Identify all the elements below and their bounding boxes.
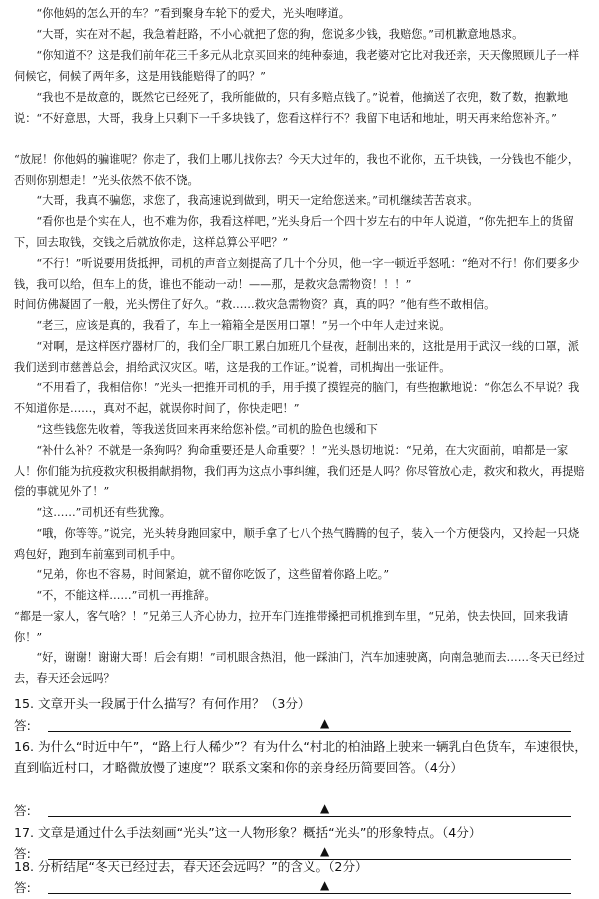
answer-underline — [48, 816, 571, 817]
passage-paragraph: “老三，应该是真的，我看了，车上一箱箱全是医用口罩！”另一个中年人走过来说。 — [36, 319, 451, 332]
passage-paragraph: “兄弟，你也不容易，时间紧迫，就不留你吃饭了，这些留着你路上吃。” — [36, 568, 390, 581]
passage-paragraph: “我也不是故意的，既然它已经死了，我所能做的，只有多赔点钱了。”说着，他摘送了衣兜，数了数，抱歉地说：“不好意思，大哥，我身上只剩下一千多块钱了，您看这样行不？我留下电话和地址，明天再来给您补齐。” — [14, 91, 569, 125]
question-16: 16. 为什么“时近中午”，“路上行人稀少”？有为什么“村北的柏油路上驶来一辆乳白色货车，车速很快，直到临近村口，才略微放慢了速度”？联系文案和你的亲身经历简要回答。（4分） — [14, 739, 587, 775]
question-17: 17. 文章是通过什么手法刻画“光头”这一人物形象？概括“光头”的形象特点。（4分） — [14, 825, 482, 840]
question-18: 18. 分析结尾“冬天已经过去，春天还会远吗？”的含义。（2分） — [14, 859, 368, 874]
passage-paragraph: “对啊，是这样医疗器材厂的，我们全厂职工累白加班几个昼夜，赶制出来的，这批是用于武汉一线的口罩，派我们送到市慈善总会，捐给武汉灾区。喏，这是我的工作证。”说着，司机掏出一张证件。 — [14, 340, 580, 374]
answer-line-16[interactable] — [14, 800, 589, 820]
passage-paragraph: “你他妈的怎么开的车？”看到聚身车轮下的爱犬，光头咆哮道。 — [36, 7, 350, 20]
answer-underline — [48, 893, 571, 894]
triangle-marker-icon: ▲ — [320, 801, 330, 815]
passage-paragraph: “放屁！你他妈的骗谁呢？你走了，我们上哪儿找你去？今天大过年的，我也不讹你，五千块钱，一分钱也不能少，否则你别想走！”光头依然不依不饶。 — [14, 153, 580, 187]
passage-paragraph: “哦，你等等。”说完，光头转身跑回家中，顺手拿了七八个热气腾腾的包子，装入一个方便袋内，又拎起一只烧鸡包好，跑到车前塞到司机手中。 — [14, 527, 580, 561]
question-15: 15. 文章开头一段属于什么描写？有何作用？（3分） — [14, 696, 311, 711]
passage-paragraph: “大哥，我真不骗您，求您了，我高速说到做到，明天一定给您送来。”司机继续苦苦哀求。 — [36, 194, 479, 207]
answer-underline — [48, 731, 571, 732]
passage-paragraph: “补什么补？不就是一条狗吗？狗命重要还是人命重要？！”光头恳切地说：“兄弟，在大灾面前，咱都是一家人！你们能为抗疫救灾积极捐献捐物，我们再为这点小事纠缠，我们还是人吗？你尽管放心走，救灾和救火，再提赔偿的事就见外了！” — [14, 444, 585, 499]
answer-line-18[interactable] — [14, 877, 589, 897]
passage-paragraph: “不，不能这样……”司机一再推辞。 — [36, 589, 216, 602]
passage-paragraph: “这……”司机还有些犹豫。 — [36, 506, 171, 519]
passage-paragraph: “不行！”听说要用货抵押，司机的声音立刻提高了几十个分贝，他一字一顿近乎怒吼：“绝对不行！你们要多少钱，我可以给，但车上的货，谁也不能动一动！——那，是救灾急需物资！！！” — [14, 257, 580, 291]
passage-paragraph: “好，谢谢！谢谢大哥！后会有期！”司机眼含热泪，他一踩油门，汽车加速驶离，向南急驰而去……冬天已经过去，春天还会远吗？ — [14, 651, 585, 685]
passage-paragraph: 时间仿佛凝固了一般，光头愣住了好久。“救……救灾急需物资？真，真的吗？”他有些不敢相信。 — [14, 298, 496, 311]
answer-label: 答: — [14, 803, 31, 818]
passage-paragraph: “不用看了，我相信你！”光头一把推开司机的手，用手摸了摸锃亮的脑门，有些抱歉地说：“你怎么不早说？我不知道你是……，真对不起，就误你时间了，你快走吧！” — [14, 381, 580, 415]
triangle-marker-icon: ▲ — [320, 878, 330, 892]
passage-paragraph: “都是一家人，客气啥？！”兄弟三人齐心协力，拉开车门连推带搡把司机推到车里，“兄弟，快去快回，回来我请你！” — [14, 610, 569, 644]
answer-label: 答: — [14, 880, 31, 895]
triangle-marker-icon: ▲ — [320, 844, 330, 858]
triangle-marker-icon: ▲ — [320, 716, 330, 730]
passage-paragraph: “你知道不？这是我们前年花三千多元从北京买回来的纯种泰迪，我老婆对它比对我还亲，天天像照顾儿子一样伺候它，伺候了两年多，这是用钱能赔得了的吗？” — [14, 49, 580, 83]
answer-label: 答: — [14, 846, 31, 861]
answer-line-15[interactable] — [14, 715, 589, 735]
passage-paragraph: “这些钱您先收着，等我送货回来再来给您补偿。”司机的脸色也缓和下 — [36, 423, 378, 436]
answer-label: 答: — [14, 718, 31, 733]
passage-paragraph: “大哥，实在对不起，我急着赶路，不小心就把了您的狗，您说多少钱，我赔您。”司机歉意地恳求。 — [36, 28, 524, 41]
passage-paragraph: “看你也是个实在人，也不难为你，我看这样吧，”光头身后一个四十岁左右的中年人说道，“你先把车上的货留下，回去取钱，交钱之后就放你走，这样总算公平吧？” — [14, 215, 574, 249]
